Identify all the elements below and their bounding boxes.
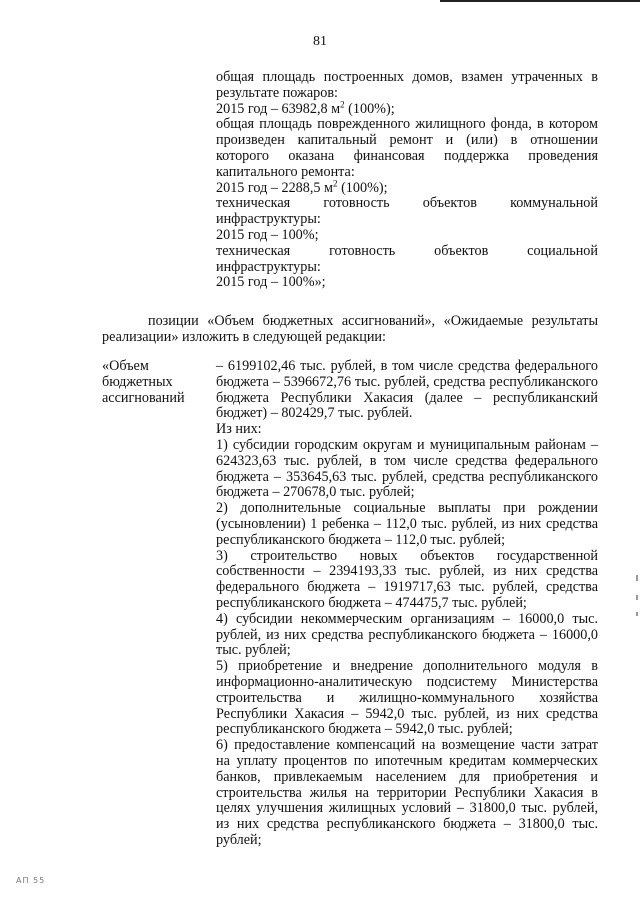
left-column-label: «Объем бюджетных ассигнований [102,358,185,406]
item-1: 1) субсидии городским округам и муниципальным районам – 624323,63 тыс. рублей, в том числе средства федерального бюджета – 353645,63 тыс. рублей, средства республиканского бюджета – 270678,0 тыс. рублей; [216,436,598,501]
item-5: 5) приобретение и внедрение дополнительного модуля в информационно-аналитическую подсистему Министерства строительства и жилищно-коммунального хозяйства Республики Хакасия – 5942,0 тыс. рублей, из них средства республиканского бюджета – 5942,0 тыс. рублей; [216,658,598,738]
item-6: 6) предоставление компенсаций на возмещение части затрат на уплату процентов по ипотечным кредитам коммерческих банков, привлекаемым населением для приобретения и строительства жилья на территории Республики Хакасия в целях улучшения жилищных условий – 31800,0 тыс. рублей, из них средства республиканского бюджета – 31800,0 тыс. рублей; [216,737,598,848]
continuation-line-1: общая площадь построенных домов, взамен утраченных в результате пожаров: [216,69,598,101]
item-2: 2) дополнительные социальные выплаты при рождении (усыновлении) 1 ребенка – 112,0 тыс. рублей, из них средства республиканского бюджета – 112,0 тыс. рублей; [216,500,598,548]
footer-stamp: АП 55 [16,876,46,885]
right-column-text [216,359,598,849]
top-edge-rule [440,0,640,2]
intro-paragraph: позиции «Объем бюджетных ассигнований», «Ожидаемые результаты реализации» изложить в следующей редакции: [102,313,598,345]
item-4: 4) субсидии некоммерческим организациям – 16000,0 тыс. рублей, из них средства республиканского бюджета – 16000,0 тыс. рублей; [216,610,598,659]
scan-edge-mark [636,575,638,581]
of-them-label: Из них: [216,421,262,438]
scan-edge-mark [636,595,638,600]
continuation-line-5: техническая готовность объектов коммунальной инфраструктуры: [216,195,598,228]
scan-edge-mark [636,612,638,616]
continuation-line-4: 2015 год – 2288,5 $м^2$ (100%); [216,177,388,196]
continuation-line-2: 2015 год – 63982,8 $м^2$ (100%); [216,98,395,117]
continuation-line-8: 2015 год – 100%»; [216,274,326,291]
page-number: 81 [313,34,327,49]
continuation-block [216,70,598,291]
budget-total: – 6199102,46 тыс. рублей, в том числе средства федерального бюджета – 5396672,76 тыс. рублей, средства республиканского бюджета Республики Хакасия (далее – республиканский бюджет) – 802429,7 тыс. рублей. [216,358,598,422]
continuation-line-7: техническая готовность объектов социальной инфраструктуры: [216,242,598,275]
continuation-line-6: 2015 год – 100%; [216,226,319,243]
item-3: 3) строительство новых объектов государственной собственности – 2394193,33 тыс. рублей, из них средства федерального бюджета – 1919717,63 тыс. рублей, средства республиканского бюджета – 474475,7 тыс. рублей; [216,547,598,611]
continuation-line-3: общая площадь поврежденного жилищного фонда, в котором произведен капитальный ремонт и (или) в отношении которого оказана финансовая поддержка проведения капитального ремонта: [216,116,598,180]
